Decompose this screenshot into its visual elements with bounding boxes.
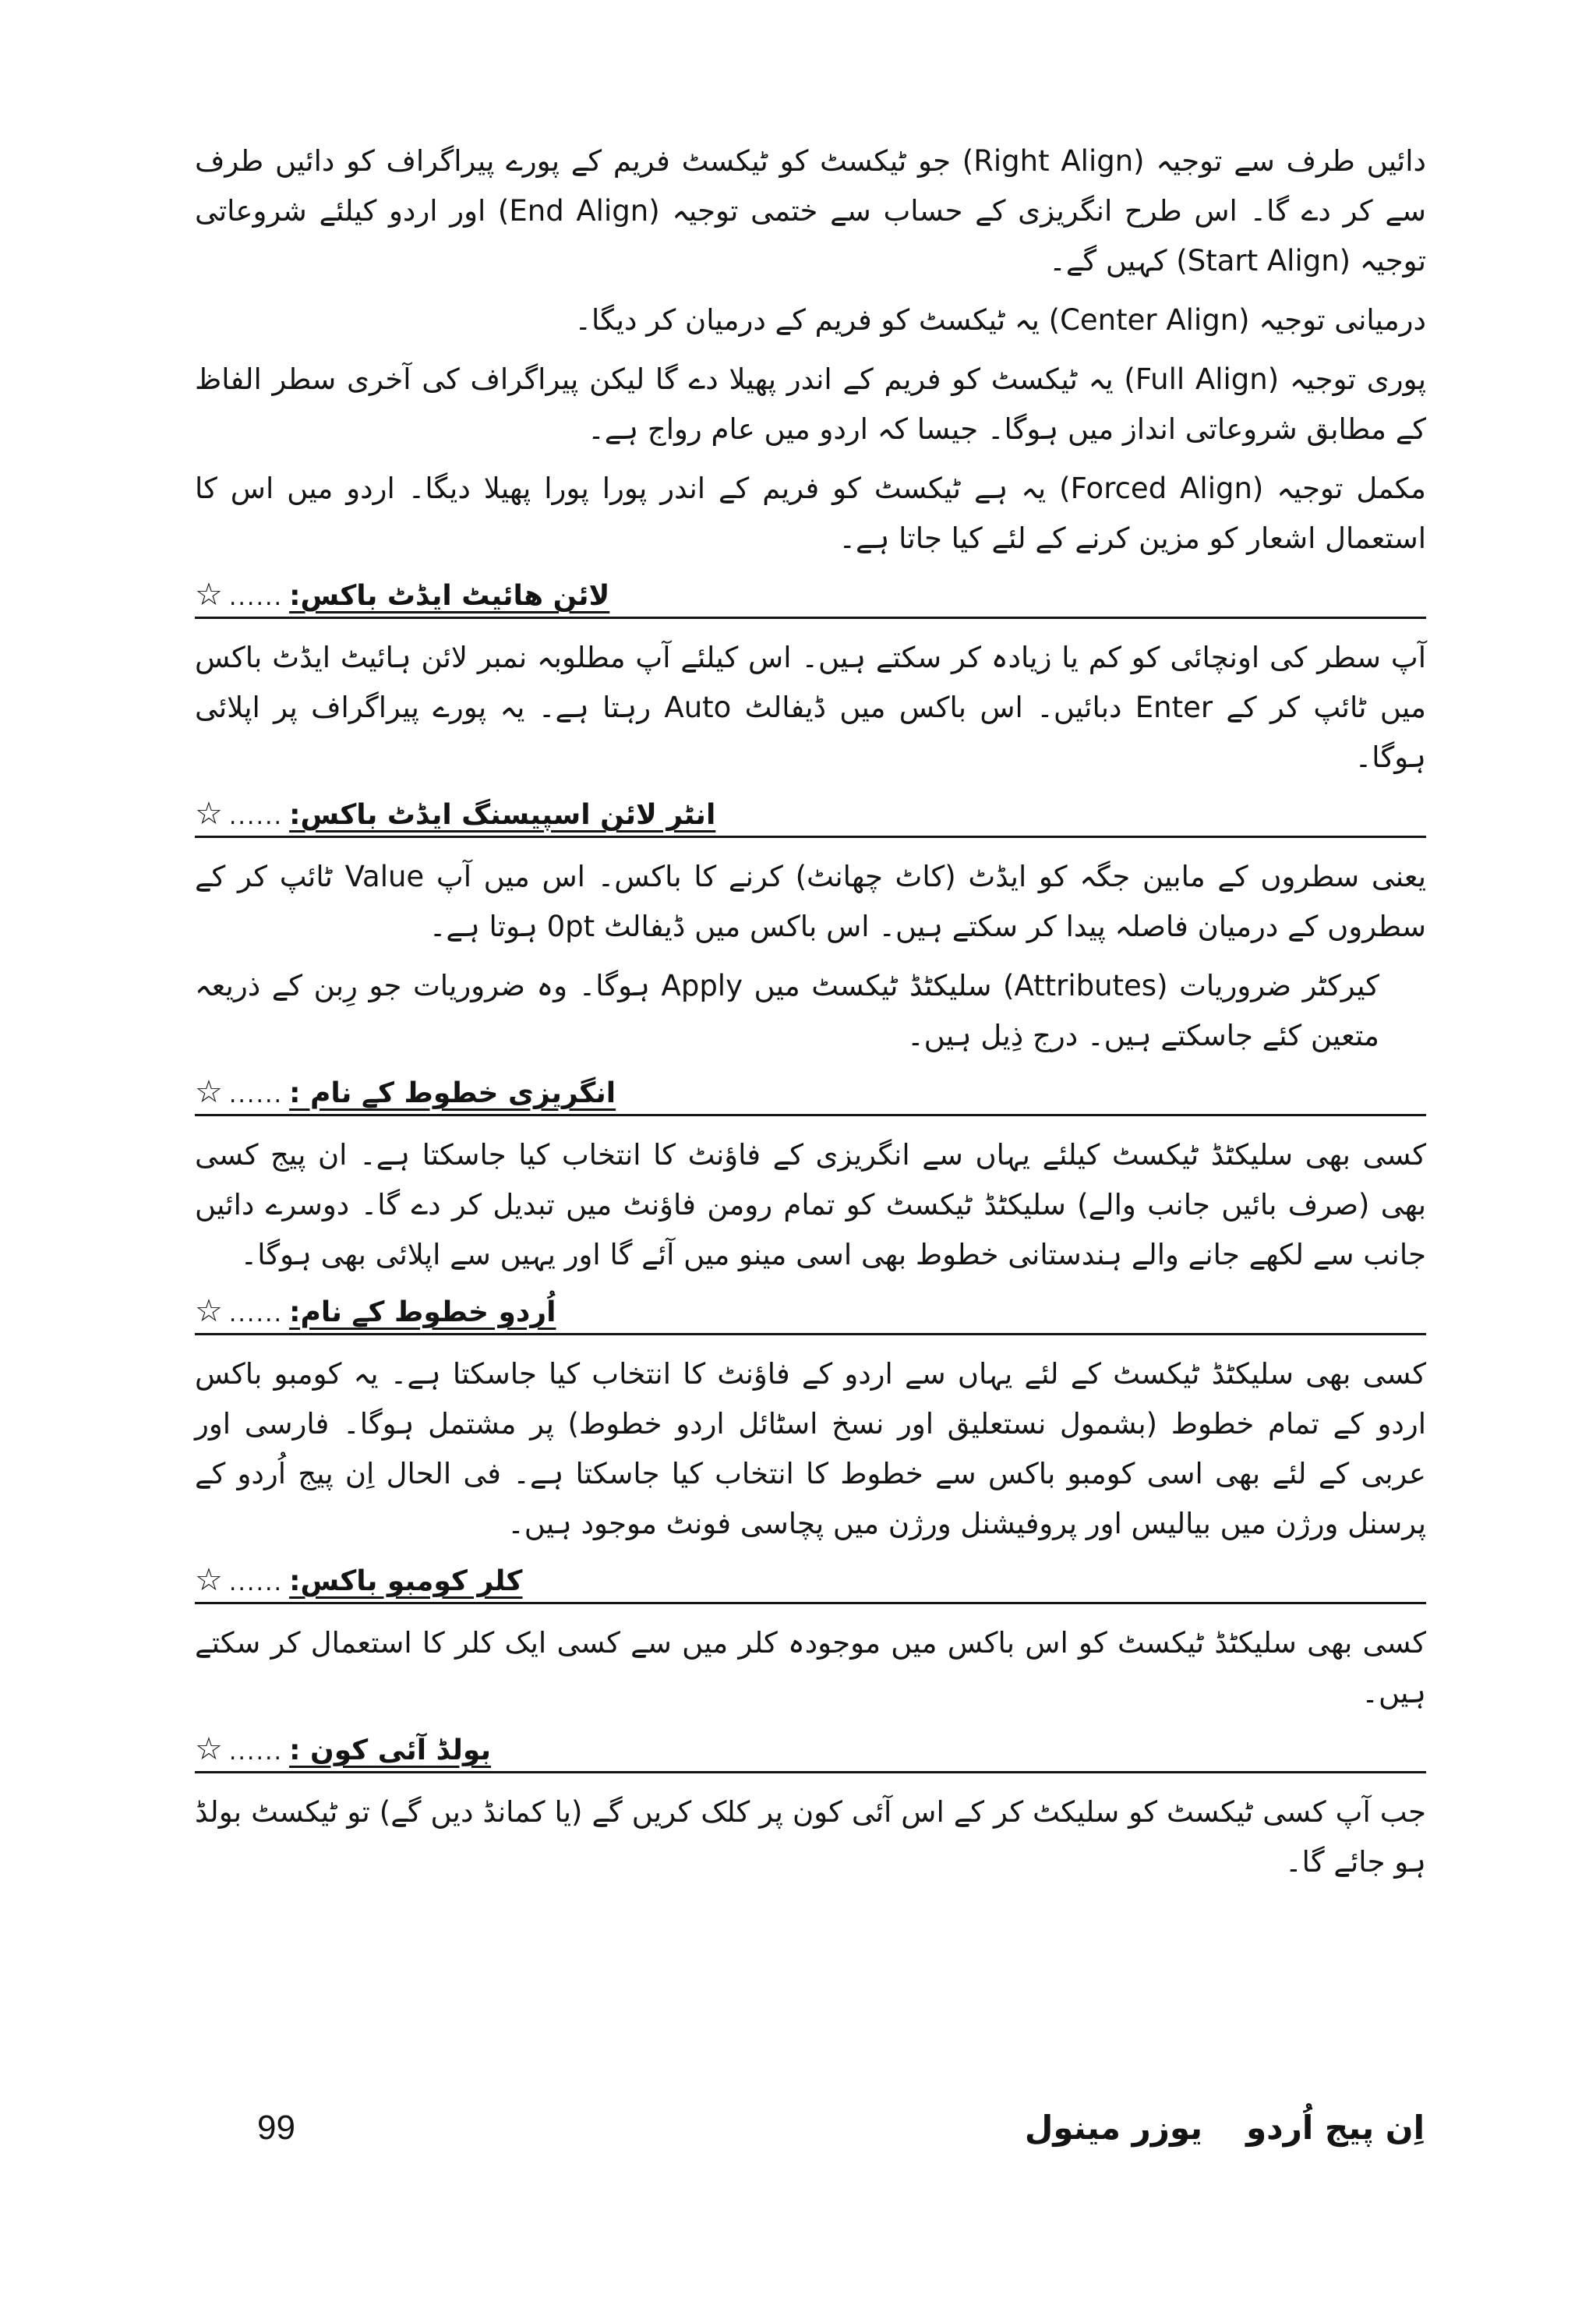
star-icon: ☆ <box>195 1074 223 1110</box>
section-heading-title: انٹر لائن اسپیسنگ ایڈٹ باکس: <box>289 799 716 831</box>
section-paragraph: کسی بھی سلیکٹڈ ٹیکسٹ کے لئے یہاں سے اردو کے فاؤنٹ کا انتخاب کیا جاسکتا ہے۔ یہ کومبو باکس اردو کے تمام خطوط (بشمول نستعلیق اور نسخ اسٹائل اردو خطوط) پر مشتمل ہوگا۔ فارسی اور عربی کے لئے بھی اسی کومبو باکس سے خطوط کا انتخاب کیا جاسکتا ہے۔ فی الحال اِن پیج اُردو کے پرسنل ورژن میں بیالیس اور پروفیشنل ورژن میں پچاسی فونٹ موجود ہیں۔ <box>195 1357 1426 1540</box>
section-heading-title: انگریزی خطوط کے نام : <box>289 1077 616 1109</box>
section-heading-title: کلر کومبو باکس: <box>289 1565 523 1597</box>
page-number: 99 <box>257 2109 295 2147</box>
section-color-combo-box <box>195 1558 1426 1718</box>
page-footer <box>257 2109 1425 2163</box>
heading-leader-dots: ...... <box>228 1569 284 1596</box>
section-heading <box>195 1293 556 1329</box>
section-heading-row <box>195 792 1426 838</box>
intro-paragraph-center-align: درمیانی توجیہ (Center Align) یہ ٹیکسٹ کو فریم کے درمیان کر دیگا۔ <box>574 303 1426 337</box>
document-page <box>195 136 1426 2179</box>
section-paragraph: یعنی سطروں کے مابین جگہ کو ایڈٹ (کاٹ چھانٹ) کرنے کا باکس۔ اس میں آپ Value ٹائپ کر کے سطروں کے درمیان فاصلہ پیدا کر سکتے ہیں۔ اس باکس میں ڈیفالٹ 0pt ہوتا ہے۔ <box>195 860 1427 943</box>
section-paragraph: کسی بھی سلیکٹڈ ٹیکسٹ کیلئے یہاں سے انگریزی کے فاؤنٹ کا انتخاب کیا جاسکتا ہے۔ ان پیج کسی بھی (صرف بائیں جانب والے) سلیکٹڈ ٹیکسٹ کو تمام رومن فاؤنٹ میں تبدیل کر دے گا۔ دوسرے دائیں جانب سے لکھے جانے والے ہندستانی خطوط بھی اسی مینو میں آئے گا اور یہیں سے اپلائی بھی ہوگا۔ <box>195 1138 1426 1271</box>
section-urdu-fonts <box>195 1289 1426 1549</box>
section-paragraph-attributes: کیرکٹر ضروریات (Attributes) سلیکٹڈ ٹیکسٹ میں Apply ہوگا۔ وہ ضروریات جو رِبن کے ذریعہ متعین کئے جاسکتے ہیں۔ درج ذِیل ہیں۔ <box>195 969 1379 1052</box>
star-icon: ☆ <box>195 796 223 832</box>
section-bold-icon <box>195 1727 1426 1887</box>
section-inter-line-spacing <box>195 792 1426 1061</box>
section-heading-row <box>195 1289 1426 1335</box>
section-heading <box>195 579 609 612</box>
intro-paragraph-right-align: دائیں طرف سے توجیہ (Right Align) جو ٹیکسٹ کو ٹیکسٹ فریم کے پورے پیراگراف کو دائیں طرف سے کر دے گا۔ اس طرح انگریزی کے حساب سے ختمی توجیہ (End Align) اور اردو کیلئے شروعاتی توجیہ (Start Align) کہیں گے۔ <box>195 144 1427 278</box>
running-title-product: اِن پیج اُردو <box>1246 2109 1425 2147</box>
section-paragraph: آپ سطر کی اونچائی کو کم یا زیادہ کر سکتے ہیں۔ اس کیلئے آپ مطلوبہ نمبر لائن ہائیٹ ایڈٹ باکس میں ٹائپ کر کے Enter دبائیں۔ اس باکس میں ڈیفالٹ Auto رہتا ہے۔ یہ پورے پیراگراف پر اپلائی ہوگا۔ <box>195 641 1426 774</box>
section-heading-title: بولڈ آئی کون : <box>289 1734 491 1766</box>
section-heading-title: لائن ھائیٹ ایڈٹ باکس: <box>289 580 610 612</box>
section-heading <box>195 1564 523 1597</box>
section-heading <box>195 1731 491 1767</box>
section-heading <box>195 1074 616 1110</box>
star-icon: ☆ <box>195 1293 223 1329</box>
section-heading-row <box>195 1727 1426 1773</box>
star-icon: ☆ <box>195 1562 223 1598</box>
intro-paragraph-forced-align: مکمل توجیہ (Forced Align) یہ ہے ٹیکسٹ کو فریم کے اندر پورا پورا پھیلا دیگا۔ اردو میں اس کا استعمال اشعار کو مزین کرنے کے لئے کیا جاتا ہے۔ <box>195 472 1426 555</box>
section-paragraph: جب آپ کسی ٹیکسٹ کو سلیکٹ کر کے اس آئی کون پر کلک کریں گے (یا کمانڈ دیں گے) تو ٹیکسٹ بولڈ ہو جائے گا۔ <box>195 1795 1426 1879</box>
heading-leader-dots: ...... <box>228 803 284 830</box>
section-line-height <box>195 573 1426 783</box>
intro-paragraph-full-align: پوری توجیہ (Full Align) یہ ٹیکسٹ کو فریم کے اندر پھیلا دے گا لیکن پیراگراف کی آخری سطر الفاظ کے مطابق شروعاتی انداز میں ہوگا۔ جیسا کہ اردو میں عام رواج ہے۔ <box>195 362 1426 446</box>
heading-leader-dots: ...... <box>228 1081 284 1108</box>
star-icon: ☆ <box>195 1731 223 1767</box>
heading-leader-dots: ...... <box>228 1738 284 1766</box>
heading-leader-dots: ...... <box>228 584 284 611</box>
section-heading-row <box>195 573 1426 619</box>
section-paragraph: کسی بھی سلیکٹڈ ٹیکسٹ کو اس باکس میں موجودہ کلر میں سے کسی ایک کلر کا استعمال کر سکتے ہیں۔ <box>195 1626 1426 1709</box>
section-heading-row <box>195 1558 1426 1604</box>
section-heading <box>195 798 715 831</box>
star-icon: ☆ <box>195 577 223 613</box>
running-title <box>1025 2109 1425 2147</box>
running-title-manual: یوزر مینول <box>1024 2109 1203 2147</box>
heading-leader-dots: ...... <box>228 1300 284 1328</box>
section-heading-title: اُردو خطوط کے نام: <box>289 1296 556 1328</box>
section-heading-row <box>195 1070 1426 1116</box>
section-english-fonts <box>195 1070 1426 1280</box>
